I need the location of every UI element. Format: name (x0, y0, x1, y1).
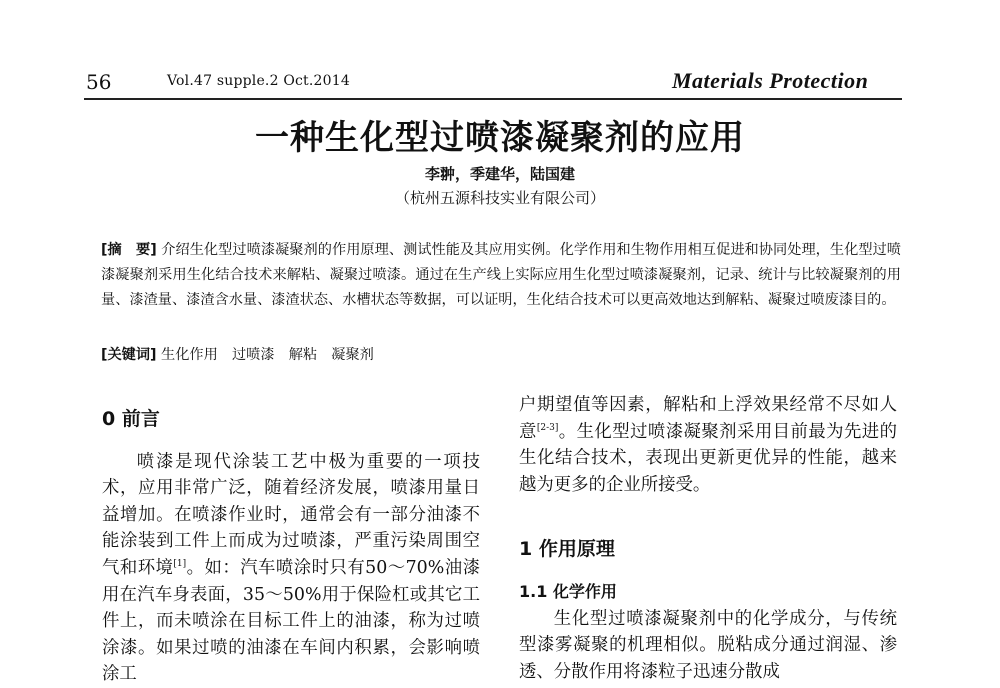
article-title: 一种生化型过喷漆凝聚剂的应用 (255, 118, 745, 158)
citation-ref: [2-3] (536, 422, 559, 433)
abstract (101, 238, 901, 313)
keywords-label: [关键词] (101, 347, 157, 363)
abstract-text: 介绍生化型过喷漆凝聚剂的作用原理、测试性能及其应用实例。化学作用和生物作用相互促进和协同处理，生化型过喷漆凝聚剂采用生化结合技术来解粘、凝聚过喷漆。通过在生产线上实际应用生化型过喷漆凝聚剂，记录、统计与比较凝聚剂的用量、漆渣量、漆渣含水量、漆渣状态、水槽状态等数据，可以证明，生化结合技术可以更高效地达到解粘、凝聚过喷废漆目的。 (101, 242, 901, 308)
abstract-label: [摘 要] (101, 242, 157, 258)
continued-text-a: 户期望值等因素，解粘和上浮效果经常不尽如人意 (519, 395, 897, 442)
continued-text-b: 。生化型过喷漆凝聚剂采用目前最为先进的生化结合技术，表现出更新更优异的性能，越来越为更多的企业所接受。 (519, 421, 897, 495)
article-affiliation: （杭州五源科技实业有限公司） (394, 189, 605, 207)
continued-paragraph (519, 392, 897, 498)
keywords-text: 生化作用 过喷漆 解粘 凝聚剂 (161, 347, 374, 363)
volume-info: Vol.47 supple.2 Oct.2014 (167, 73, 350, 89)
article-authors: 李翀，季建华，陆国建 (424, 165, 575, 183)
preface-text-b: 。如：汽车喷涂时只有50～70%油漆用在汽车身表面，35～50%用于保险杠或其它工件上，而未喷涂在目标工件上的油漆，称为过喷涂漆。如果过喷的油漆在车间内积累，会影响喷涂工 (102, 557, 480, 685)
page-number: 56 (86, 70, 112, 94)
preface-text-a: 喷漆是现代涂装工艺中极为重要的一项技术，应用非常广泛，随着经济发展，喷漆用量日益增加。在喷漆作业时，通常会有一部分油漆不能涂装到工件上而成为过喷漆，严重污染周围空气和环境 (102, 451, 480, 578)
section-heading-principle: 1 作用原理 (519, 538, 615, 561)
keywords (101, 343, 901, 368)
journal-name: Materials Protection (672, 68, 869, 93)
header-rule (84, 98, 902, 100)
preface-paragraph (102, 449, 480, 688)
section-heading-preface: 0 前言 (102, 408, 160, 430)
citation-ref: [1] (173, 559, 187, 570)
right-column (519, 392, 897, 685)
left-column (102, 392, 480, 688)
subsection-heading-chemical: 1.1 化学作用 (519, 581, 617, 601)
chemical-paragraph: 生化型过喷漆凝聚剂中的化学成分，与传统型漆雾凝聚的机理相似。脱粘成分通过润湿、渗透、分散作用将漆粒子迅速分散成 (519, 608, 897, 682)
